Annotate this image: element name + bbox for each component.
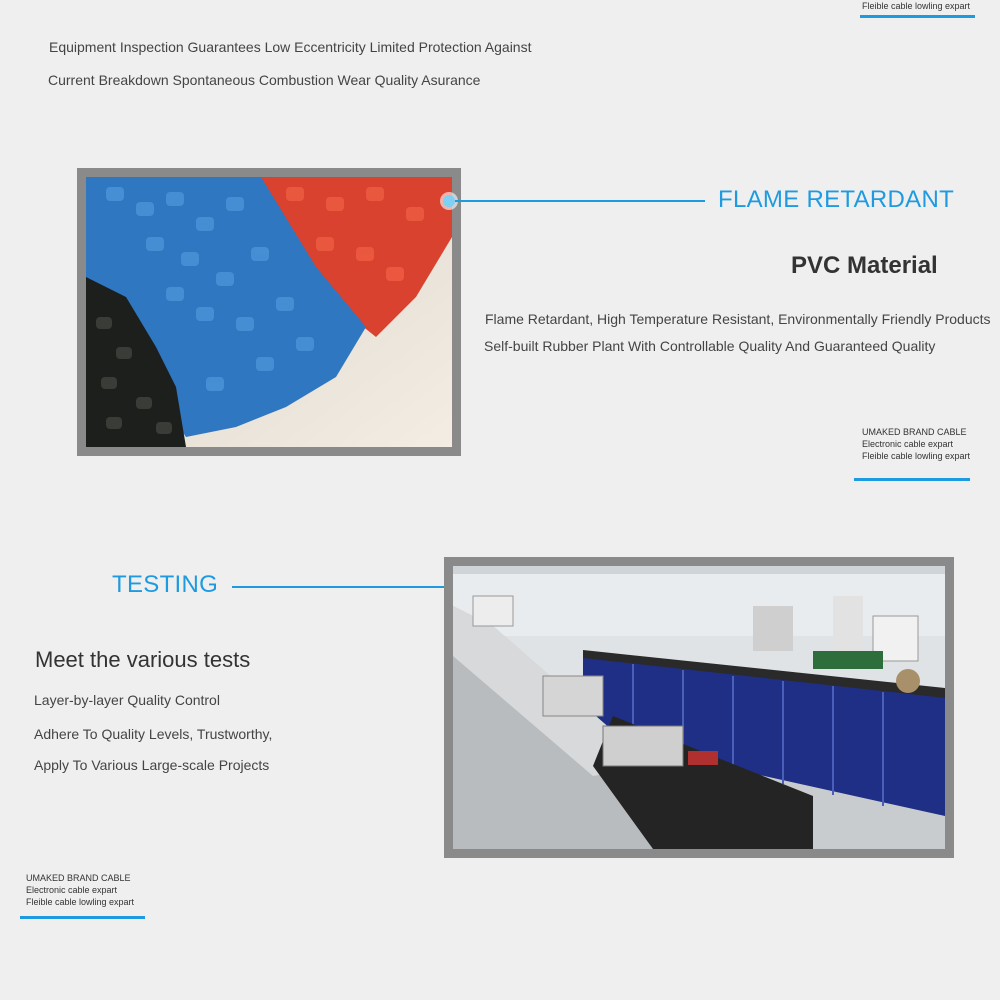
intro-line-1: Equipment Inspection Guarantees Low Eccentricity Limited Protection Against [49,39,532,55]
section1-line-2: Self-built Rubber Plant With Controllable Quality And Guaranteed Quality [484,338,936,354]
section1-title: PVC Material [791,252,938,279]
connector-dot-1 [443,195,455,207]
section2-line-1: Layer-by-layer Quality Control [34,692,220,708]
connector-line-2 [232,586,450,588]
brand-line-2: Electronic cable expart [26,885,118,895]
section1-line-1: Flame Retardant, High Temperature Resistant, Environmentally Friendly Products [485,311,991,327]
brand-line-1: UMAKED BRAND CABLE [862,427,967,437]
section2-line-3: Apply To Various Large-scale Projects [34,757,270,773]
top-brand-underline [860,15,975,18]
intro-line-2: Current Breakdown Spontaneous Combustion Wear Quality Asurance [48,72,481,88]
brand-line-3: Fleible cable lowling expart [862,451,971,461]
section2-brand [26,872,134,908]
section2-heading: TESTING [112,571,219,598]
section1-brand-underline [854,478,970,481]
section2-line-2: Adhere To Quality Levels, Trustworthy, [34,726,273,742]
section2-title: Meet the various tests [35,647,251,672]
top-brand-line3: Fleible cable lowling expart [862,1,971,11]
brand-line-3: Fleible cable lowling expart [26,897,135,907]
section1-brand [862,426,970,462]
pvc-pellets-image [77,168,461,456]
brand-line-1: UMAKED BRAND CABLE [26,873,131,883]
connector-line-1 [455,200,705,202]
section2-brand-underline [20,916,145,919]
section1-heading: FLAME RETARDANT [718,186,955,213]
brand-line-2: Electronic cable expart [862,439,954,449]
testing-lab-image [444,557,954,858]
